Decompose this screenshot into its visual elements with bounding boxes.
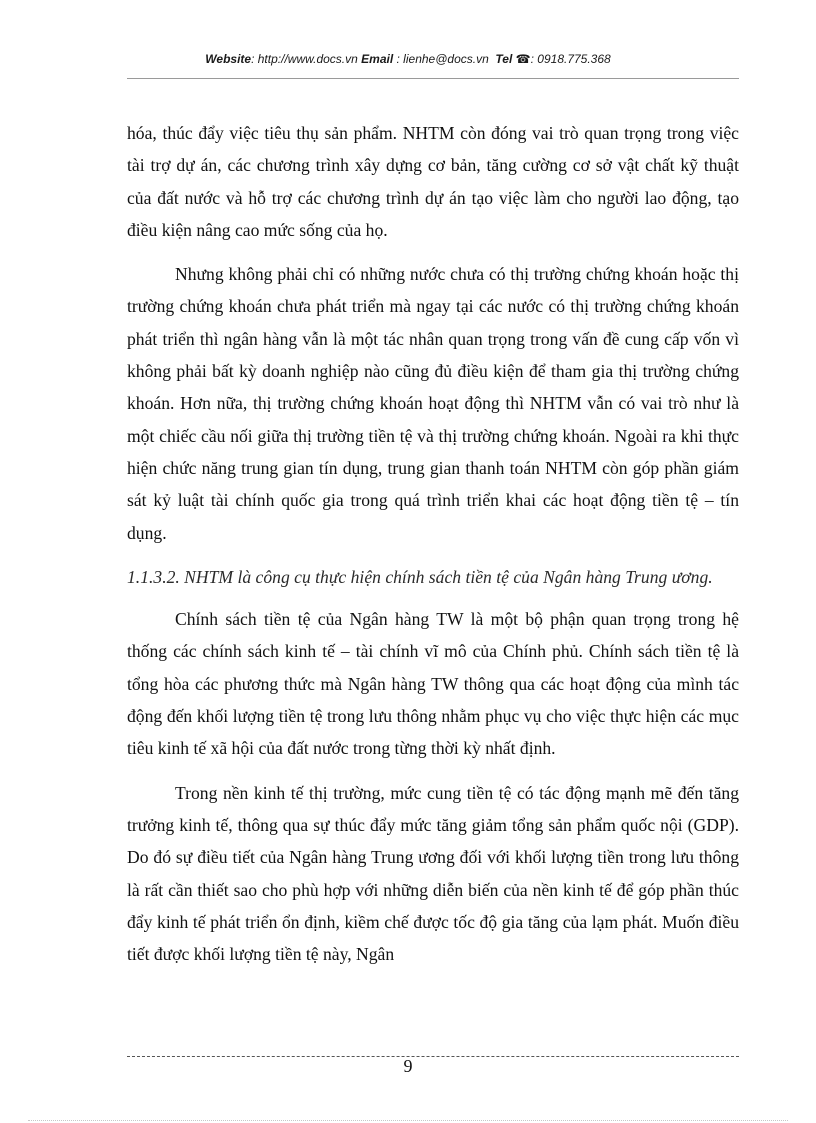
section-subheading: 1.1.3.2. NHTM là công cụ thực hiện chính sách tiền tệ của Ngân hàng Trung ương. bbox=[127, 566, 713, 587]
document-body bbox=[127, 117, 739, 982]
website-label: Website bbox=[205, 52, 252, 66]
phone-icon: ☎ bbox=[515, 52, 531, 66]
page-number: 9 bbox=[403, 1056, 413, 1076]
page-header bbox=[0, 52, 816, 66]
tel-value: : 0918.775.368 bbox=[530, 52, 611, 66]
tel-label: Tel bbox=[495, 52, 513, 66]
paragraph-monetary-policy: Chính sách tiền tệ của Ngân hàng TW là một bộ phận quan trọng trong hệ thống các chính sách kinh tế – tài chính vĩ mô của Chính phủ. Chính sách tiền tệ là tổng hòa các phương thức mà Ngân hàng TW thông qua các hoạt động của mình tác động đến khối lượng tiền tệ trong lưu thông nhằm phục vụ cho việc thực hiện các mục tiêu kinh tế xã hội của đất nước trong từng thời kỳ nhất định. bbox=[127, 609, 739, 759]
paragraph-market-economy: Trong nền kinh tế thị trường, mức cung tiền tệ có tác động mạnh mẽ đến tăng trưởng kinh tế, thông qua sự thúc đẩy mức tăng giảm tổng sản phẩm quốc nội (GDP). Do đó sự điều tiết của Ngân hàng Trung ương đối với khối lượng tiền trong lưu thông là rất cần thiết sao cho phù hợp với những diễn biến của nền kinh tế để góp phần thúc đẩy kinh tế phát triển ổn định, kiềm chế được tốc độ gia tăng của lạm phát. Muốn điều tiết được khối lượng tiền tệ này, Ngân bbox=[127, 782, 739, 965]
paragraph-continuation: hóa, thúc đẩy việc tiêu thụ sản phẩm. NHTM còn đóng vai trò quan trọng trong việc tài trợ dự án, các chương trình xây dựng cơ bản, tăng cường cơ sở vật chất kỹ thuật của đất nước và hỗ trợ các chương trình dự án tạo việc làm cho người lao động, tạo điều kiện nâng cao mức sống của họ. bbox=[127, 123, 739, 240]
email-value: : lienhe@docs.vn bbox=[396, 52, 489, 66]
header-divider bbox=[127, 78, 739, 79]
page-bottom-border bbox=[28, 1120, 788, 1121]
paragraph-securities-market: Nhưng không phải chỉ có những nước chưa có thị trường chứng khoán hoặc thị trường chứng khoán chưa phát triển mà ngay tại các nước có thị trường chứng khoán phát triển thì ngân hàng vẫn là một tác nhân quan trọng trong vấn đề cung cấp vốn vì không phải bất kỳ doanh nghiệp nào cũng đủ điều kiện để tham gia thị trường chứng khoán. Hơn nữa, thị trường chứng khoán hoạt động thì NHTM vẫn có vai trò như là một chiếc cầu nối giữa thị trường tiền tệ và thị trường chứng khoán. Ngoài ra khi thực hiện chức năng trung gian tín dụng, trung gian thanh toán NHTM còn góp phần giám sát kỷ luật tài chính quốc gia trong quá trình triển khai các hoạt động tiền tệ – tín dụng. bbox=[127, 264, 739, 543]
website-value: : http://www.docs.vn bbox=[251, 52, 358, 66]
email-label: Email bbox=[361, 52, 394, 66]
